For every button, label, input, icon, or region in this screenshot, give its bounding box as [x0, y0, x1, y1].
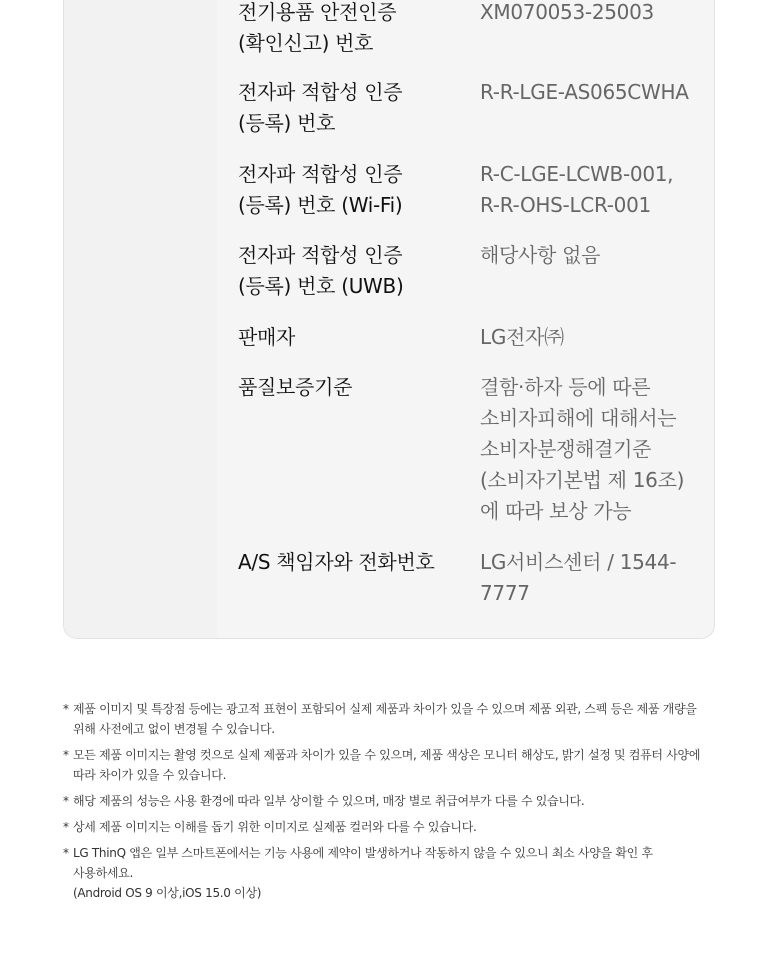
note-bullet: *: [63, 794, 69, 808]
note-text: 상세 제품 이미지는 이해를 돕기 위한 이미지로 실제품 컬러와 다를 수 있습니다.: [73, 820, 477, 834]
note-bullet: *: [63, 846, 69, 860]
disclaimer-note: [63, 745, 723, 785]
spec-value: XM070053-25003: [480, 0, 654, 24]
spec-value: LG서비스센터 / 1544- 7777: [480, 550, 677, 605]
note-text: 모든 제품 이미지는 촬영 컷으로 실제 제품과 차이가 있을 수 있으며, 제품 색상은 모니터 해상도, 밝기 설정 및 컴퓨터 사양에 따라 차이가 있을 수 있습니다.: [73, 748, 701, 782]
disclaimer-notes: [63, 699, 723, 909]
disclaimer-note: [63, 843, 723, 903]
spec-card-left-panel: [64, 0, 217, 638]
spec-value: R-R-LGE-AS065CWHA: [480, 80, 689, 104]
note-bullet: *: [63, 820, 69, 834]
spec-label: 전기용품 안전인증 (확인신고) 번호: [238, 0, 397, 55]
note-text: LG ThinQ 앱은 일부 스마트폰에서는 기능 사용에 제약이 발생하거나 작동하지 않을 수 있으니 최소 사양을 확인 후 사용하세요. (Android OS 9 이상,iOS 15.0 이상): [73, 846, 653, 900]
spec-value: R-C-LGE-LCWB-001, R-R-OHS-LCR-001: [480, 162, 674, 217]
note-bullet: *: [63, 748, 69, 762]
disclaimer-note: [63, 817, 723, 837]
disclaimer-note: [63, 699, 723, 739]
spec-value: LG전자㈜: [480, 325, 564, 349]
note-bullet: *: [63, 702, 69, 716]
spec-label: 판매자: [238, 325, 296, 349]
note-text: 제품 이미지 및 특장점 등에는 광고적 표현이 포함되어 실제 제품과 차이가 있을 수 있으며 제품 외관, 스펙 등은 제품 개량을 위해 사전에고 없이 변경될 수 있습니다.: [73, 702, 697, 736]
spec-label: 전자파 적합성 인증 (등록) 번호 (Wi-Fi): [238, 162, 403, 217]
note-text: 해당 제품의 성능은 사용 환경에 따라 일부 상이할 수 있으며, 매장 별로 취급여부가 다를 수 있습니다.: [73, 794, 585, 808]
spec-label: 전자파 적합성 인증 (등록) 번호 (UWB): [238, 243, 404, 298]
disclaimer-note: [63, 791, 723, 811]
spec-label: A/S 책임자와 전화번호: [238, 550, 435, 574]
spec-label: 품질보증기준: [238, 375, 353, 399]
spec-value: 결함·하자 등에 따른 소비자피해에 대해서는 소비자분쟁해결기준 (소비자기본법 제 16조) 에 따라 보상 가능: [480, 375, 685, 523]
spec-value: 해당사항 없음: [480, 243, 601, 267]
spec-label: 전자파 적합성 인증 (등록) 번호: [238, 80, 403, 135]
